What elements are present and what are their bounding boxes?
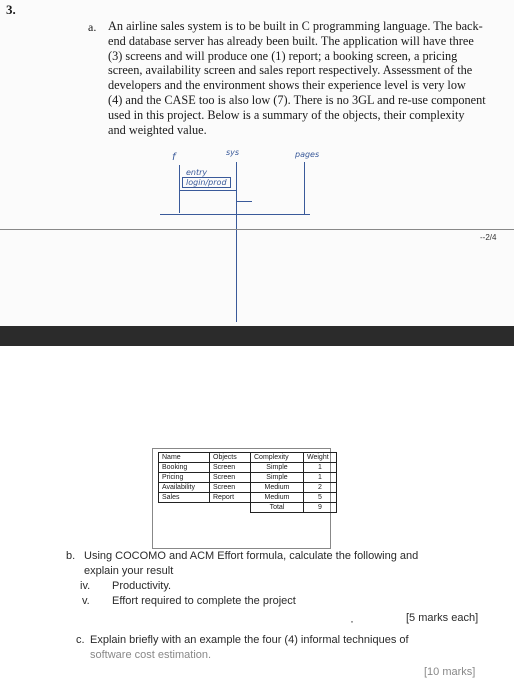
annotation-line (304, 162, 305, 214)
annotation-login-box: login/prod (182, 177, 231, 188)
table-cell: Simple (251, 463, 304, 473)
table-cell: Report (210, 493, 251, 503)
header-cell: Complexity (251, 453, 304, 463)
part-a-label: a. (88, 20, 97, 34)
total-label: Total (251, 503, 304, 513)
annotation-line (236, 162, 237, 322)
table-cell: Availability (159, 483, 210, 493)
table-cell: 1 (304, 463, 337, 473)
para-line: used in this project. Below is a summary of the objects, their complexity (108, 107, 465, 122)
summary-table (158, 452, 337, 513)
table-header-row (159, 453, 337, 463)
annotation-pages: pages (295, 150, 320, 159)
para-line: developers and the environment shows their experience level is very low (108, 78, 466, 93)
page-number: --2/4 (480, 233, 497, 242)
annotation-line (236, 201, 252, 202)
table-cell: 1 (304, 473, 337, 483)
annotation-sys: sys (226, 148, 240, 157)
table-total-row (159, 503, 337, 513)
header-cell: Name (159, 453, 210, 463)
para-line: screen, availability screen and sales report respectively. Assessment of the (108, 63, 473, 78)
part-b-line2: explain your result (84, 565, 174, 577)
table-cell: Medium (251, 483, 304, 493)
table-row (159, 463, 337, 473)
part-a-paragraph (108, 19, 504, 137)
part-b-line1: Using COCOMO and ACM Effort formula, calculate the following and (84, 550, 419, 562)
table-cell: Booking (159, 463, 210, 473)
part-c-line2: software cost estimation. (90, 649, 212, 661)
annotation-line (179, 165, 180, 213)
bullet-dot: · (350, 614, 354, 628)
part-c-label: c. (76, 634, 85, 646)
total-value: 9 (304, 503, 337, 513)
annotation-entry: entry (186, 168, 208, 177)
table-cell: 2 (304, 483, 337, 493)
page-gap (0, 326, 514, 346)
table-cell: Simple (251, 473, 304, 483)
annotation-line (180, 190, 236, 191)
table-cell: 5 (304, 493, 337, 503)
table-cell: Screen (210, 483, 251, 493)
para-line: end database server has already been built. The application will have three (108, 33, 474, 48)
annotation-line (160, 214, 310, 215)
table-cell: Screen (210, 473, 251, 483)
annotation-f: f (172, 152, 176, 163)
part-c-line1: Explain briefly with an example the four (4) informal techniques of (90, 634, 409, 646)
header-cell: Weight (304, 453, 337, 463)
item-number: v. (82, 595, 90, 607)
table-row (159, 473, 337, 483)
table-cell: Sales (159, 493, 210, 503)
para-line: An airline sales system is to be built in C programming language. The back- (108, 19, 483, 33)
item-text: Effort required to complete the project (112, 595, 296, 607)
table-cell: Pricing (159, 473, 210, 483)
part-b-marks: [5 marks each] (406, 612, 479, 624)
item-text: Productivity. (112, 580, 172, 592)
table-cell: Medium (251, 493, 304, 503)
table-row (159, 493, 337, 503)
table-row (159, 483, 337, 493)
header-cell: Objects (210, 453, 251, 463)
part-c-marks: [10 marks] (424, 666, 476, 678)
table-cell: Screen (210, 463, 251, 473)
para-line: and weighted value. (108, 122, 207, 137)
item-number: iv. (80, 580, 91, 592)
para-line: (4) and the CASE too is also low (7). There is no 3GL and re-use component (108, 92, 486, 107)
part-b-label: b. (66, 550, 76, 562)
page-rule (0, 229, 514, 230)
para-line: (3) screens and will produce one (1) report; a booking screen, a pricing (108, 48, 458, 63)
question-number: 3. (6, 2, 16, 17)
